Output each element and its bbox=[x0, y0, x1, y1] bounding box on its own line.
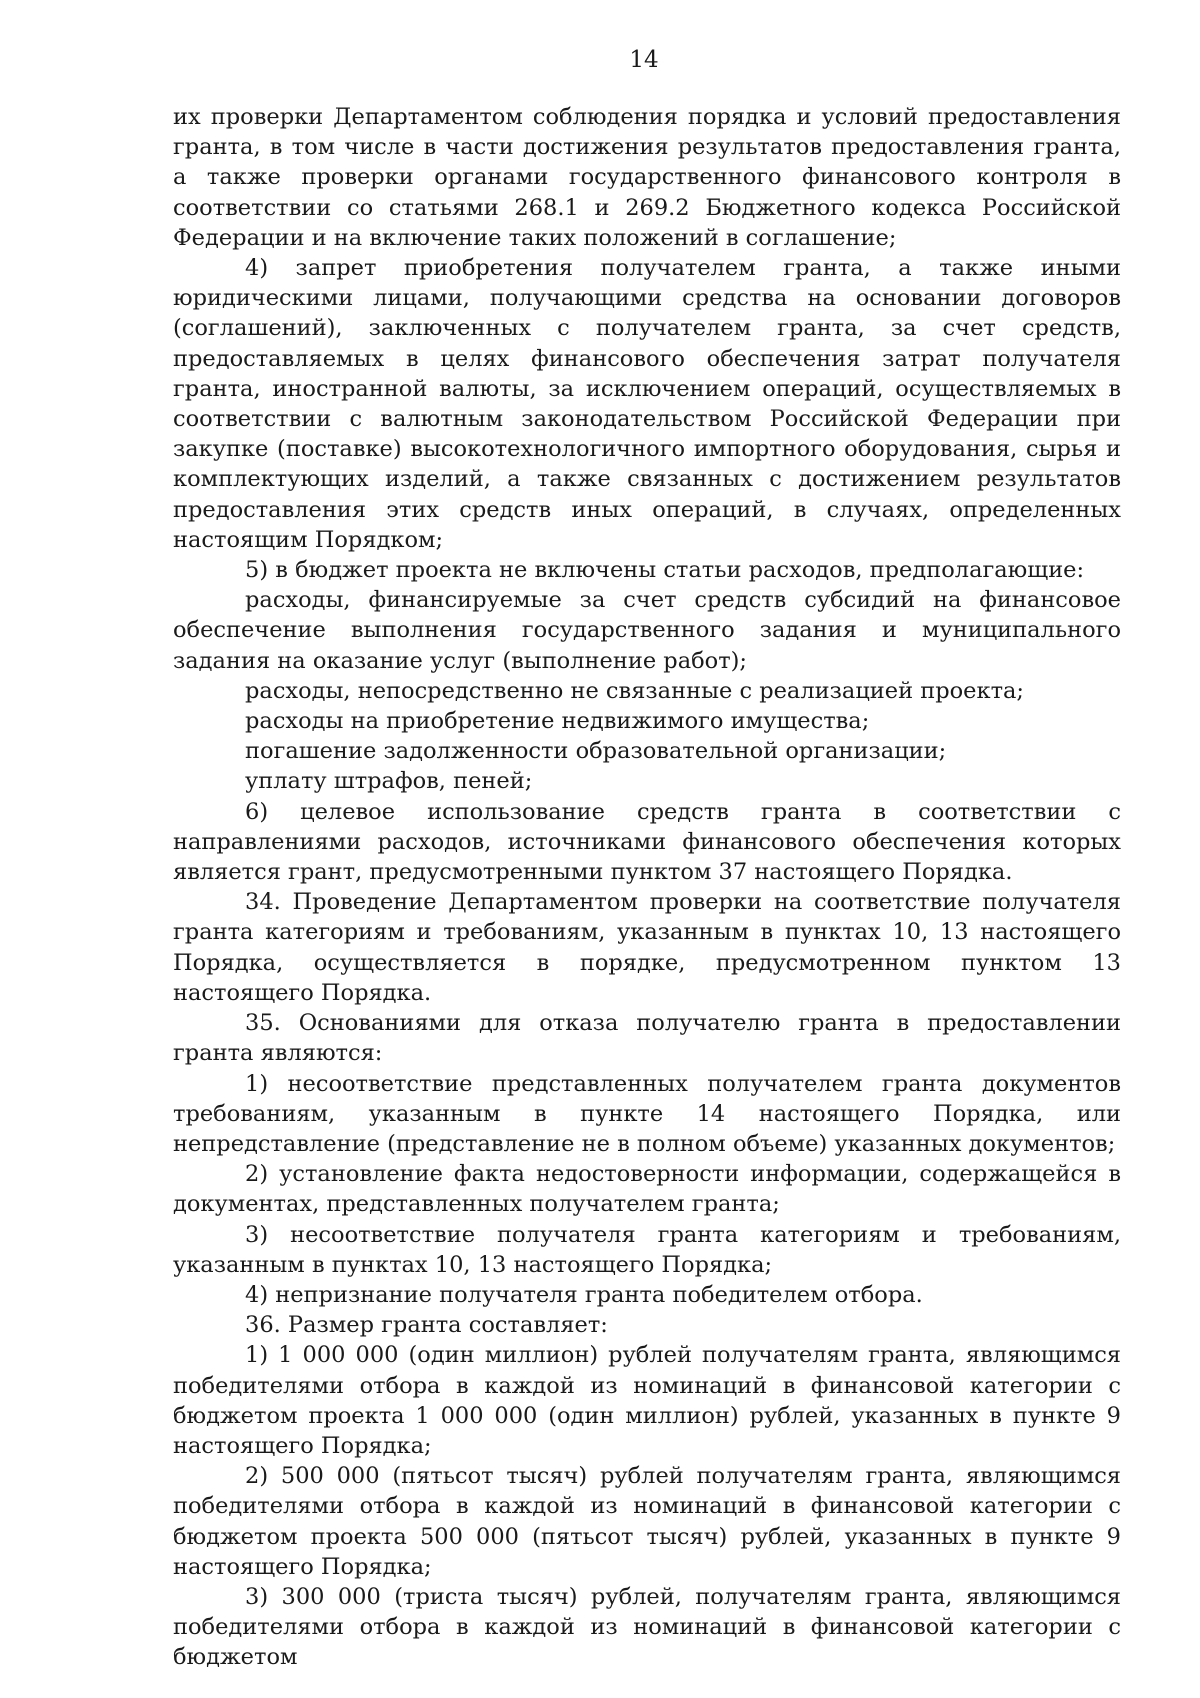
paragraph-continuation: их проверки Департаментом соблюдения порядка и условий предоставления гранта, в том числе в части достижения результатов предоставления гранта, а также проверки органами государственного финансового контроля в соответствии со статьями 268.1 и 269.2 Бюджетного кодекса Российской Федерации и на включение таких положений в соглашение; bbox=[173, 104, 1121, 251]
paragraph-expense-5: уплату штрафов, пеней; bbox=[245, 768, 533, 795]
paragraph-section-34: 34. Проведение Департаментом проверки на соответствие получателя гранта категориям и требованиям, указанным в пунктах 10, 13 настоящего Порядка, осуществляется в порядке, предусмотренном пунктом 13 настоящего Порядка. bbox=[173, 889, 1121, 1006]
paragraph-section-35: 35. Основаниями для отказа получателю гранта в предоставлении гранта являются: bbox=[173, 1010, 1121, 1067]
paragraph-grant-size-2: 2) 500 000 (пятьсот тысяч) рублей получателям гранта, являющимся победителями отбора в каждой из номинаций в финансовой категории с бюджетом проекта 500 000 (пятьсот тысяч) рублей, указанных в пункте 9 настоящего Порядка; bbox=[173, 1463, 1121, 1580]
paragraph-expense-2: расходы, непосредственно не связанные с реализацией проекта; bbox=[245, 677, 1025, 704]
paragraph-expense-3: расходы на приобретение недвижимого имущества; bbox=[245, 708, 870, 735]
document-body bbox=[173, 102, 1121, 1673]
paragraph-expense-4: погашение задолженности образовательной организации; bbox=[245, 738, 947, 765]
paragraph-refusal-3: 3) несоответствие получателя гранта категориям и требованиям, указанным в пунктах 10, 13 настоящего Порядка; bbox=[173, 1221, 1121, 1278]
paragraph-item-4: 4) запрет приобретения получателем гранта, а также иными юридическими лицами, получающими средства на основании договоров (соглашений), заключенных с получателем гранта, за счет средств, предоставляемых в целях финансового обеспечения затрат получателя гранта, иностранной валюты, за исключением операций, осуществляемых в соответствии с валютным законодательством Российской Федерации при закупке (поставке) высокотехнологичного импортного оборудования, сырья и комплектующих изделий, а также связанных с достижением результатов предоставления этих средств иных операций, в случаях, определенных настоящим Порядком; bbox=[173, 255, 1121, 553]
paragraph-refusal-2: 2) установление факта недостоверности информации, содержащейся в документах, представленных получателем гранта; bbox=[173, 1161, 1121, 1218]
paragraph-grant-size-1: 1) 1 000 000 (один миллион) рублей получателям гранта, являющимся победителями отбора в каждой из номинаций в финансовой категории с бюджетом проекта 1 000 000 (один миллион) рублей, указанных в пункте 9 настоящего Порядка; bbox=[173, 1342, 1121, 1459]
paragraph-expense-1: расходы, финансируемые за счет средств субсидий на финансовое обеспечение выполнения государственного задания и муниципального задания на оказание услуг (выполнение работ); bbox=[173, 587, 1121, 674]
page-number: 14 bbox=[629, 47, 659, 73]
paragraph-refusal-1: 1) несоответствие представленных получателем гранта документов требованиям, указанным в пункте 14 настоящего Порядка, или непредставление (представление не в полном объеме) указанных документов; bbox=[173, 1070, 1121, 1157]
paragraph-item-5: 5) в бюджет проекта не включены статьи расходов, предполагающие: bbox=[245, 557, 1085, 584]
paragraph-grant-size-3: 3) 300 000 (триста тысяч) рублей, получателям гранта, являющимся победителями отбора в каждой из номинаций в финансовой категории с бюджетом bbox=[173, 1583, 1121, 1671]
paragraph-refusal-4: 4) непризнание получателя гранта победителем отбора. bbox=[245, 1281, 923, 1308]
paragraph-section-36: 36. Размер гранта составляет: bbox=[245, 1312, 608, 1339]
paragraph-item-6: 6) целевое использование средств гранта в соответствии с направлениями расходов, источниками финансового обеспечения которых является грант, предусмотренными пунктом 37 настоящего Порядка. bbox=[173, 798, 1121, 886]
